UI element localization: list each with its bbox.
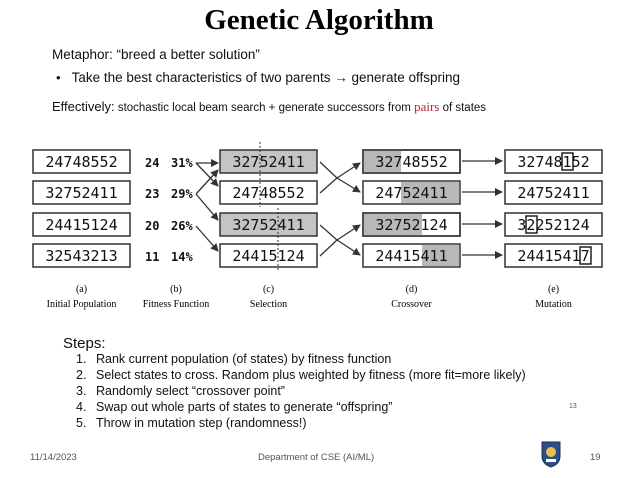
- step-number: 5.: [76, 416, 87, 430]
- bullet-dot: •: [56, 70, 61, 85]
- stage-name: Selection: [249, 299, 288, 310]
- merge-arrow: [337, 178, 360, 192]
- step-item: [76, 352, 391, 366]
- step-text: Rank current population (of states) by fitness function: [96, 352, 392, 366]
- stage-letter: (e): [547, 284, 560, 295]
- fitness-percent: 14%: [171, 250, 193, 264]
- population-value: 24748552: [45, 153, 118, 171]
- step-text: Randomly select “crossover point”: [96, 384, 285, 398]
- institution-logo-icon: [540, 440, 562, 468]
- mutation-value: [517, 247, 589, 265]
- population-value: 24415124: [45, 216, 118, 234]
- step-text: Swap out whole parts of states to generate “offspring”: [96, 400, 393, 414]
- fitness-percent: 31%: [171, 156, 193, 170]
- mutation-post: 52: [571, 153, 590, 171]
- mutation-pre: 32748: [517, 153, 563, 171]
- mutation-value: [517, 153, 589, 171]
- stage-letter: (d): [405, 284, 418, 295]
- crossover-part-b: 52411: [402, 184, 448, 202]
- step-item: [76, 416, 307, 430]
- step-text: Select states to cross. Random plus weighted by fitness (more fit=more likely): [96, 368, 526, 382]
- merge-arrow: [320, 225, 337, 256]
- crossover-value: [375, 153, 447, 171]
- effectively-text: stochastic local beam search + generate successors from: [114, 102, 415, 114]
- steps-heading: Steps:: [63, 335, 106, 352]
- step-number: 1.: [76, 352, 87, 366]
- mutation-pre: 32: [517, 216, 536, 234]
- pairs-highlight: pairs: [414, 99, 440, 114]
- fitness-score: 24: [145, 156, 160, 170]
- crossover-part-a: 247: [375, 184, 403, 202]
- merge-arrow: [337, 163, 360, 178]
- stage-letter: (a): [75, 284, 88, 295]
- footer-date: 11/14/2023: [30, 452, 77, 463]
- selection-arrow: [196, 194, 218, 220]
- step-number: 4.: [76, 400, 87, 414]
- mutated-gene: 1: [562, 153, 572, 171]
- step-text: Throw in mutation step (randomness!): [96, 416, 307, 430]
- crossover-part-b: 411: [420, 247, 448, 265]
- crossover-part-a: 327: [375, 153, 403, 171]
- source-slide-number: 13: [569, 403, 577, 410]
- bullet-tail: generate offspring: [351, 70, 461, 85]
- slide-title: Genetic Algorithm: [204, 4, 434, 36]
- merge-arrow: [337, 225, 360, 240]
- mutation-value: [517, 216, 589, 234]
- crossover-value: [375, 216, 447, 234]
- fitness-percent: 26%: [171, 219, 193, 233]
- bullet-text: Take the best characteristics of two parents: [71, 70, 331, 85]
- crossover-part-b: 124: [420, 216, 448, 234]
- metaphor-line: Metaphor: “breed a better solution”: [52, 47, 260, 62]
- stage-name: Fitness Function: [142, 299, 210, 310]
- mutation-post: 52124: [544, 216, 590, 234]
- footer-page-number: 19: [590, 452, 601, 463]
- selection-value: 24748552: [232, 184, 305, 202]
- stage-name: Crossover: [391, 299, 432, 310]
- selection-arrow: [196, 226, 218, 251]
- mutation-pre: 2441541: [517, 247, 581, 265]
- step-item: [76, 368, 526, 382]
- merge-arrow: [320, 162, 337, 193]
- crossover-part-b: 48552: [402, 153, 448, 171]
- selection-value: 24415124: [232, 247, 305, 265]
- effectively-tail: of states: [439, 102, 487, 114]
- fitness-percent: 29%: [171, 187, 193, 201]
- crossover-part-a: 24415: [375, 247, 421, 265]
- fitness-score: 20: [145, 219, 160, 233]
- crossover-value: [375, 247, 447, 265]
- step-item: [76, 384, 285, 398]
- mutated-gene: 7: [580, 247, 590, 265]
- step-item: [76, 400, 392, 414]
- mutated-gene: 2: [535, 216, 545, 234]
- stage-name: Initial Population: [46, 299, 117, 310]
- mutation-value: 24752411: [517, 184, 590, 202]
- population-value: 32752411: [45, 184, 118, 202]
- crossover-value: [375, 184, 447, 202]
- stage-letter: (b): [170, 284, 182, 295]
- effectively-label: Effectively:: [52, 99, 115, 114]
- arrow-right-icon: →: [334, 70, 348, 85]
- fitness-score: 11: [145, 250, 160, 264]
- crossover-part-a: 32752: [375, 216, 421, 234]
- stage-name: Mutation: [535, 299, 572, 310]
- step-number: 2.: [76, 368, 87, 382]
- population-value: 32543213: [45, 247, 118, 265]
- step-number: 3.: [76, 384, 87, 398]
- stage-letter: (c): [262, 284, 275, 295]
- merge-arrow: [337, 240, 360, 255]
- fitness-score: 23: [145, 187, 160, 201]
- selection-value: 32752411: [232, 216, 305, 234]
- selection-value: 32752411: [232, 153, 305, 171]
- footer-department: Department of CSE (AI/ML): [258, 452, 375, 463]
